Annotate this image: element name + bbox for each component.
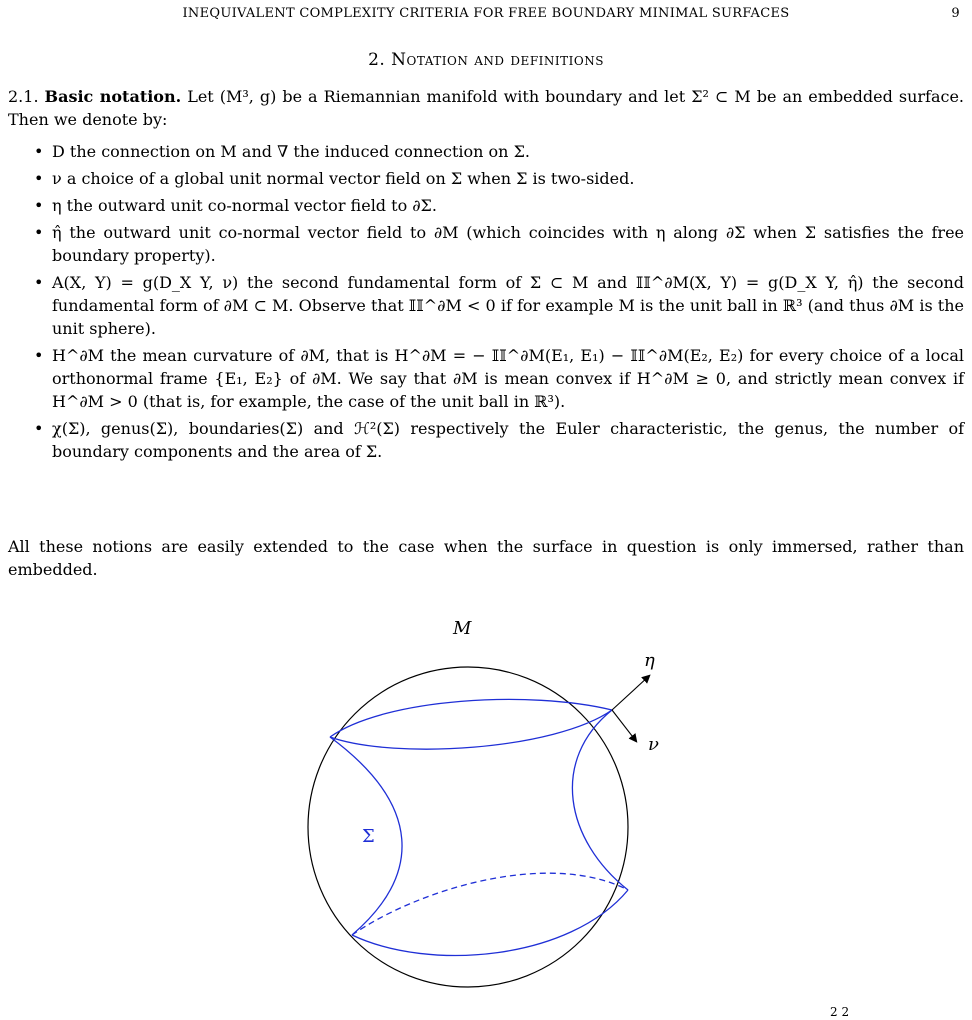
eta-arrow <box>612 676 649 710</box>
label-M: M <box>453 618 472 639</box>
section-title: 2. Notation and definitions <box>368 50 604 70</box>
definitions-list <box>30 140 964 467</box>
intro-text: Let (M³, g) be a Riemannian manifold with boundary and let Σ² ⊂ M be an embedded surface. Then we denote by: <box>8 87 964 129</box>
bullet-icon: • <box>34 142 44 161</box>
intro-paragraph <box>8 85 964 131</box>
bullet-icon: • <box>34 223 44 242</box>
definition-text: A(X, Y) = g(D_X Y, ν) the second fundamental form of Σ ⊂ M and 𝕀𝕀^∂M(X, Y) = g(D_X Y, η̂) the second fundamental form of ∂M ⊂ M. Observe that 𝕀𝕀^∂M < 0 if for example M is the unit ball in ℝ³ (and thus ∂M is the unit sphere). <box>52 273 964 338</box>
definition-text: η̂ the outward unit co-normal vector field to ∂M (which coincides with η along ∂Σ when Σ satisfies the free boundary property). <box>52 223 964 265</box>
label-nu: ν <box>648 734 659 755</box>
bullet-icon: • <box>34 273 44 292</box>
definition-text: H^∂M the mean curvature of ∂M, that is H^∂M = − 𝕀𝕀^∂M(E₁, E₁) − 𝕀𝕀^∂M(E₂, E₂) for every choice of a local orthonormal frame {E₁, E₂} of ∂M. We say that ∂M is mean convex if H^∂M ≥ 0, and strictly mean convex if H^∂M > 0 (that is, for example, the case of the unit ball in ℝ³). <box>52 346 964 411</box>
upper-boundary-front <box>330 699 612 737</box>
definition-text: D the connection on M and ∇ the induced connection on Σ. <box>52 142 530 161</box>
caption-fragment: 2 2 <box>830 1005 850 1019</box>
list-item <box>30 417 964 463</box>
running-title: INEQUIVALENT COMPLEXITY CRITERIA FOR FREE BOUNDARY MINIMAL SURFACES <box>182 6 790 21</box>
page-number: 9 <box>951 6 960 21</box>
list-item <box>30 271 964 340</box>
bullet-icon: • <box>34 346 44 365</box>
list-item <box>30 194 964 217</box>
list-item <box>30 140 964 163</box>
list-item <box>30 344 964 413</box>
bullet-icon: • <box>34 419 44 438</box>
running-header <box>0 6 972 26</box>
bullet-icon: • <box>34 169 44 188</box>
label-sigma: Σ <box>362 826 375 847</box>
bullet-icon: • <box>34 196 44 215</box>
label-eta: η <box>644 650 655 671</box>
definition-text: η the outward unit co-normal vector field to ∂Σ. <box>52 196 437 215</box>
lower-boundary-front <box>352 890 628 955</box>
definition-text: ν a choice of a global unit normal vector field on Σ when Σ is two-sided. <box>52 169 635 188</box>
figure-free-boundary-surface <box>300 610 670 990</box>
upper-boundary-back <box>330 710 612 749</box>
subsection-number: 2.1. <box>8 87 39 106</box>
nu-arrow <box>612 710 636 741</box>
closing-paragraph: All these notions are easily extended to the case when the surface in question is only immersed, rather than embedded. <box>8 537 964 579</box>
subsection-heading: Basic notation. <box>44 87 182 106</box>
definition-text: χ(Σ), genus(Σ), boundaries(Σ) and ℋ²(Σ) respectively the Euler characteristic, the genus, the number of boundary components and the area of Σ. <box>52 419 964 461</box>
list-item <box>30 221 964 267</box>
list-item <box>30 167 964 190</box>
figure-drawing <box>300 610 670 990</box>
